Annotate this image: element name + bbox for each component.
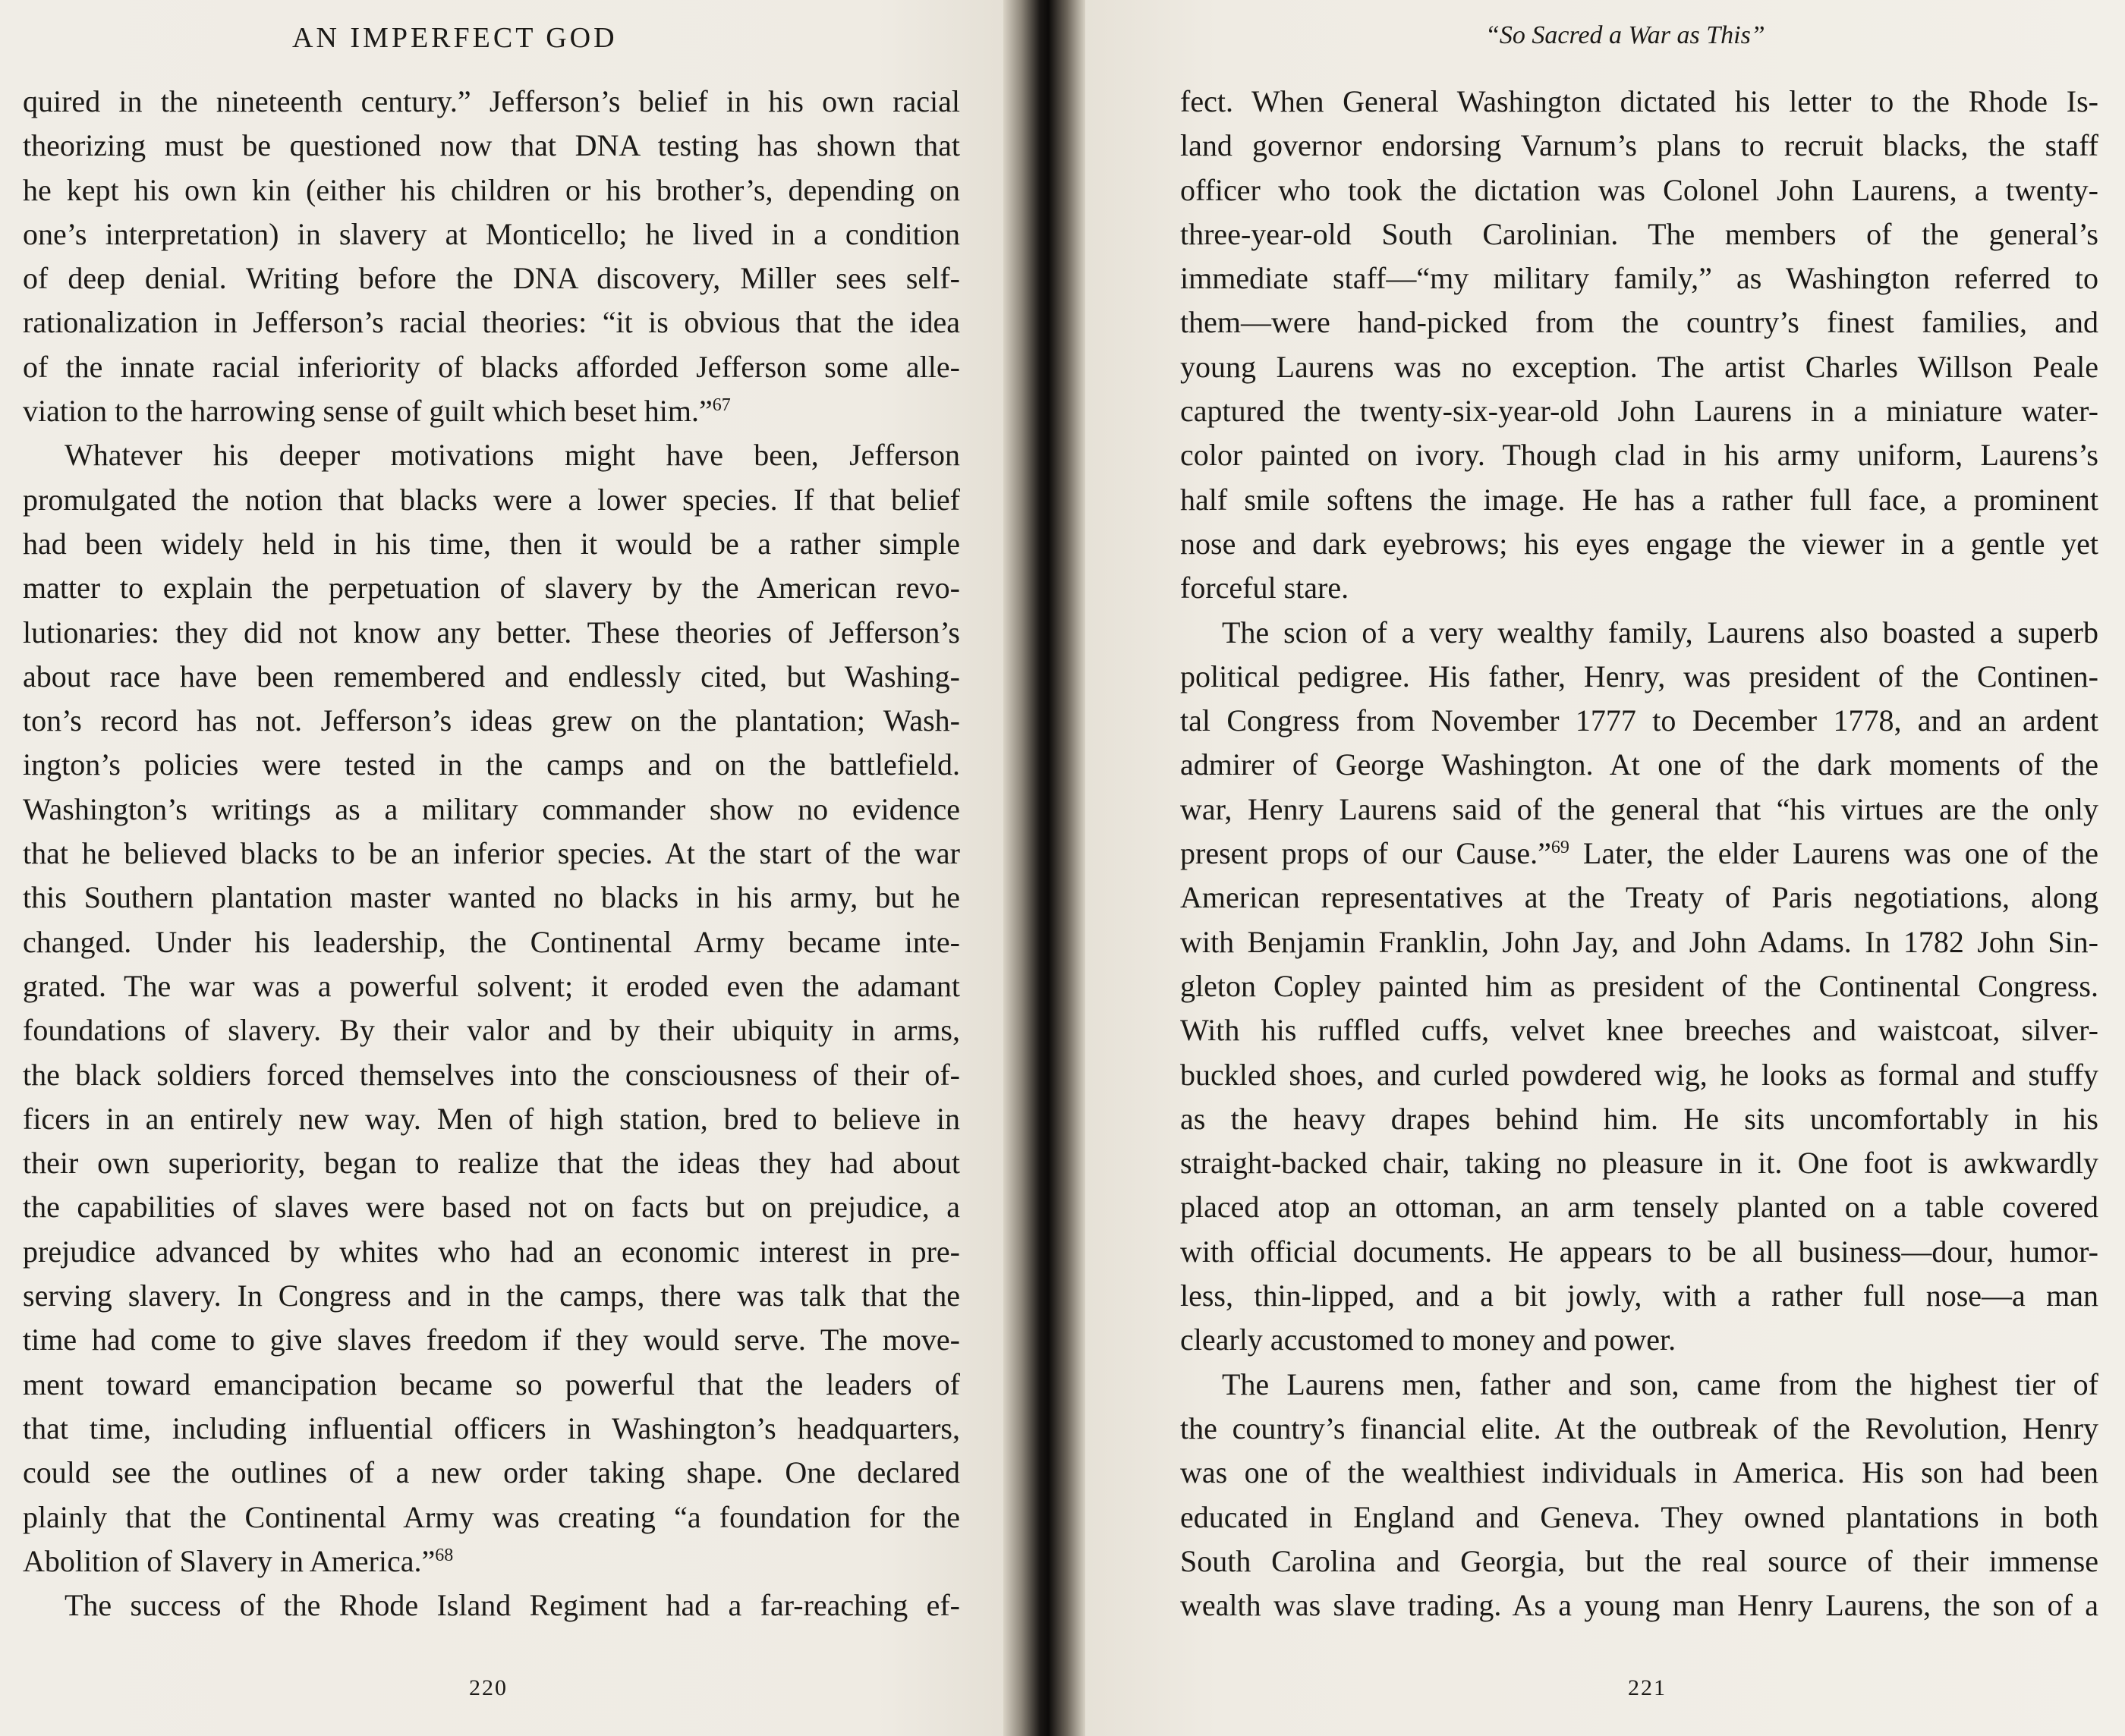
text-line: South Carolina and Georgia, but the real source of their immense [1180, 1543, 2098, 1578]
text-line: prejudice advanced by whites who had an economic interest in pre- [23, 1234, 960, 1269]
text-line: that time, including influential officers in Washington’s headquarters, [23, 1410, 960, 1445]
text-line: captured the twenty-six-year-old John Laurens in a miniature water- [1180, 394, 2098, 429]
text-line: With his ruffled cuffs, velvet knee breeches and waistcoat, silver- [1180, 1013, 2098, 1048]
text-line: less, thin-lipped, and a bit jowly, with a rather full nose—a man [1180, 1278, 2098, 1313]
text-line: as the heavy drapes behind him. He sits uncomfortably in his [1180, 1101, 2098, 1136]
text-line: rationalization in Jefferson’s racial theories: “it is obvious that the idea [23, 305, 960, 340]
text-line: could see the outlines of a new order taking shape. One declared [23, 1455, 960, 1490]
text-line: promulgated the notion that blacks were a lower species. If that belief [23, 482, 960, 517]
text-line: educated in England and Geneva. They owned plantations in both [1180, 1499, 2098, 1534]
text-line: matter to explain the perpetuation of slavery by the American revo- [23, 571, 960, 605]
running-head-left: AN IMPERFECT GOD [292, 22, 618, 54]
text-line [23, 1539, 960, 1583]
text-line: of deep denial. Writing before the DNA discovery, Miller sees self- [23, 261, 960, 296]
footnote-ref-67: 67 [712, 395, 731, 416]
text-line: plainly that the Continental Army was creating “a foundation for the [23, 1499, 960, 1534]
text-line: grated. The war was a powerful solvent; it eroded even the adamant [23, 968, 960, 1003]
left-page-body [23, 80, 960, 1628]
text-line: straight-backed chair, taking no pleasure in it. One foot is awkwardly [1180, 1146, 2098, 1181]
text-line: wealth was slave trading. As a young man Henry Laurens, the son of a [1180, 1588, 2098, 1623]
text-line [23, 389, 960, 433]
text-line: theorizing must be questioned now that DNA testing has shown that [23, 128, 960, 163]
text-line: immediate staff—“my military family,” as Washington referred to [1180, 261, 2098, 296]
text-line: that he believed blacks to be an inferior species. At the start of the war [23, 836, 960, 871]
text-line: forceful stare. [1180, 571, 1349, 605]
text-line: the black soldiers forced themselves into the consciousness of their of- [23, 1057, 960, 1092]
text-line: nose and dark eyebrows; his eyes engage the viewer in a gentle yet [1180, 526, 2098, 561]
text-line: the country’s financial elite. At the outbreak of the Revolution, Henry [1180, 1410, 2098, 1445]
text-line: buckled shoes, and curled powdered wig, he looks as formal and stuffy [1180, 1057, 2098, 1092]
line-text: Abolition of Slavery in America.” [23, 1543, 436, 1578]
text-line: land governor endorsing Varnum’s plans to recruit blacks, the staff [1180, 128, 2098, 163]
text-line: about race have been remembered and endlessly cited, but Washing- [23, 659, 960, 693]
text-line: foundations of slavery. By their valor and by their ubiquity in arms, [23, 1013, 960, 1048]
text-line: tal Congress from November 1777 to December 1778, and an ardent [1180, 703, 2098, 738]
text-line: Washington’s writings as a military commander show no evidence [23, 791, 960, 826]
text-line: of the innate racial inferiority of blacks afforded Jefferson some alle- [23, 349, 960, 384]
page-number-left: 220 [469, 1675, 508, 1700]
text-line: time had come to give slaves freedom if they would serve. The move- [23, 1322, 960, 1357]
text-line: ment toward emancipation became so powerful that the leaders of [23, 1366, 960, 1401]
text-line: three-year-old South Carolinian. The members of the general’s [1180, 216, 2098, 251]
right-page [1056, 0, 2125, 1736]
text-line: was one of the wealthiest individuals in America. His son had been [1180, 1455, 2098, 1490]
line-text: viation to the harrowing sense of guilt which beset him.” [23, 394, 713, 429]
text-line: political pedigree. His father, Henry, was president of the Continen- [1180, 659, 2098, 693]
text-line: The scion of a very wealthy family, Laurens also boasted a superb [1222, 615, 2098, 649]
text-line: fect. When General Washington dictated his letter to the Rhode Is- [1180, 84, 2098, 118]
text-line: with Benjamin Franklin, John Jay, and John Adams. In 1782 John Sin- [1180, 924, 2098, 959]
text-line: with official documents. He appears to be all business—dour, humor- [1180, 1234, 2098, 1269]
text-line: war, Henry Laurens said of the general that “his virtues are the only [1180, 791, 2098, 826]
footnote-ref-69: 69 [1550, 838, 1569, 858]
running-head-right: “So Sacred a War as This” [1485, 21, 1765, 49]
text-line: he kept his own kin (either his children or his brother’s, depending on [23, 172, 960, 207]
text-line: one’s interpretation) in slavery at Monticello; he lived in a condition [23, 216, 960, 251]
text-line: serving slavery. In Congress and in the camps, there was talk that the [23, 1278, 960, 1313]
text-line: gleton Copley painted him as president of the Continental Congress. [1180, 968, 2098, 1003]
text-line: The Laurens men, father and son, came from the highest tier of [1222, 1366, 2098, 1401]
text-line: had been widely held in his time, then it would be a rather simple [23, 526, 960, 561]
text-line: color painted on ivory. Though clad in his army uniform, Laurens’s [1180, 438, 2098, 473]
text-line: lutionaries: they did not know any better. These theories of Jefferson’s [23, 615, 960, 649]
line-text: Later, the elder Laurens was one of the [1569, 836, 2098, 871]
left-page [0, 0, 1032, 1736]
text-line: clearly accustomed to money and power. [1180, 1322, 1676, 1357]
book-gutter [1003, 0, 1085, 1736]
text-line: young Laurens was no exception. The artist Charles Willson Peale [1180, 349, 2098, 384]
text-line: this Southern plantation master wanted no blacks in his army, but he [23, 880, 960, 915]
text-line: quired in the nineteenth century.” Jefferson’s belief in his own racial [23, 84, 960, 118]
text-line: ton’s record has not. Jefferson’s ideas grew on the plantation; Wash- [23, 703, 960, 738]
text-line: half smile softens the image. He has a rather full face, a prominent [1180, 482, 2098, 517]
footnote-ref-68: 68 [435, 1545, 454, 1565]
line-text: present props of our Cause.” [1180, 836, 1551, 871]
text-line: The success of the Rhode Island Regiment had a far-reaching ef- [65, 1588, 960, 1623]
text-line: the capabilities of slaves were based not on facts but on prejudice, a [23, 1190, 960, 1225]
text-line [1180, 832, 2098, 876]
text-line: admirer of George Washington. At one of the dark moments of the [1180, 747, 2098, 782]
text-line: ington’s policies were tested in the camps and on the battlefield. [23, 747, 960, 782]
text-line: Whatever his deeper motivations might have been, Jefferson [65, 438, 960, 473]
text-line: changed. Under his leadership, the Continental Army became inte- [23, 924, 960, 959]
text-line: their own superiority, began to realize that the ideas they had about [23, 1146, 960, 1181]
text-line: officer who took the dictation was Colonel John Laurens, a twenty- [1180, 172, 2098, 207]
text-line: American representatives at the Treaty of Paris negotiations, along [1180, 880, 2098, 915]
page-number-right: 221 [1628, 1675, 1667, 1700]
text-line: ficers in an entirely new way. Men of high station, bred to believe in [23, 1101, 960, 1136]
text-line: them—were hand-picked from the country’s finest families, and [1180, 305, 2098, 340]
right-page-body [1180, 80, 2098, 1628]
text-line: placed atop an ottoman, an arm tensely planted on a table covered [1180, 1190, 2098, 1225]
